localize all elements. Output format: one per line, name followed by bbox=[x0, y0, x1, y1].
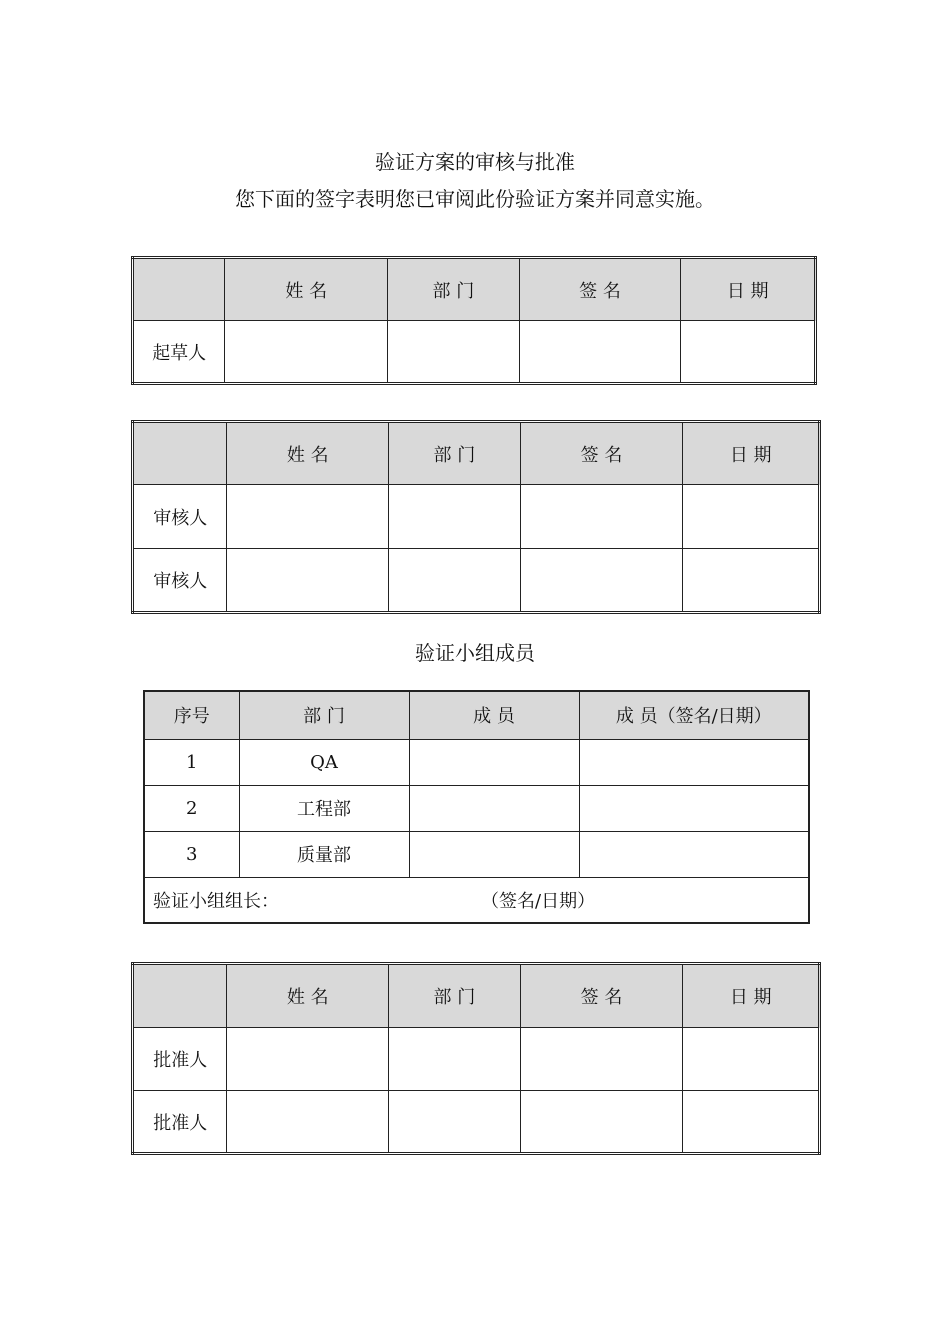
seq-cell: 1 bbox=[144, 739, 239, 785]
date-cell[interactable] bbox=[681, 321, 816, 384]
header-dept: 部 门 bbox=[389, 422, 521, 485]
signature-cell[interactable] bbox=[520, 1091, 683, 1154]
row-label-reviewer: 审核人 bbox=[133, 549, 227, 613]
doc-title: 验证方案的审核与批准 bbox=[375, 150, 575, 174]
signature-cell[interactable] bbox=[520, 485, 683, 549]
member-cell[interactable] bbox=[409, 739, 579, 785]
header-signature: 签 名 bbox=[520, 964, 683, 1028]
dept-cell: QA bbox=[239, 739, 409, 785]
dept-cell[interactable] bbox=[388, 321, 520, 384]
header-name: 姓 名 bbox=[225, 258, 388, 321]
dept-cell[interactable] bbox=[389, 485, 521, 549]
dept-cell: 质量部 bbox=[239, 831, 409, 877]
dept-cell[interactable] bbox=[389, 549, 521, 613]
header-seq: 序号 bbox=[144, 691, 239, 739]
row-label-drafter: 起草人 bbox=[133, 321, 225, 384]
member-cell[interactable] bbox=[409, 785, 579, 831]
header-member: 成 员 bbox=[409, 691, 579, 739]
corner-cell bbox=[133, 964, 227, 1028]
member-cell[interactable] bbox=[409, 831, 579, 877]
signature-cell[interactable] bbox=[520, 1028, 683, 1091]
header-dept: 部 门 bbox=[388, 258, 520, 321]
header-dept: 部 门 bbox=[389, 964, 521, 1028]
team-title: 验证小组成员 bbox=[415, 641, 535, 665]
date-cell[interactable] bbox=[683, 549, 820, 613]
member-signature-cell[interactable] bbox=[579, 785, 809, 831]
drafter-table bbox=[131, 256, 817, 385]
name-cell[interactable] bbox=[227, 549, 389, 613]
dept-cell[interactable] bbox=[389, 1091, 521, 1154]
header-member-signature: 成 员（签名/日期） bbox=[579, 691, 809, 739]
team-leader-signature-hint: （签名/日期） bbox=[481, 890, 596, 912]
header-name: 姓 名 bbox=[227, 964, 389, 1028]
header-date: 日 期 bbox=[683, 964, 820, 1028]
header-dept: 部 门 bbox=[239, 691, 409, 739]
seq-cell: 3 bbox=[144, 831, 239, 877]
name-cell[interactable] bbox=[227, 1028, 389, 1091]
date-cell[interactable] bbox=[683, 485, 820, 549]
dept-cell[interactable] bbox=[389, 1028, 521, 1091]
approve-table bbox=[131, 962, 821, 1155]
team-table bbox=[143, 690, 810, 924]
date-cell[interactable] bbox=[683, 1028, 820, 1091]
header-date: 日 期 bbox=[683, 422, 820, 485]
row-label-approver: 批准人 bbox=[133, 1091, 227, 1154]
corner-cell bbox=[133, 422, 227, 485]
seq-cell: 2 bbox=[144, 785, 239, 831]
member-signature-cell[interactable] bbox=[579, 739, 809, 785]
date-cell[interactable] bbox=[683, 1091, 820, 1154]
header-signature: 签 名 bbox=[520, 422, 683, 485]
signature-cell[interactable] bbox=[519, 321, 681, 384]
header-name: 姓 名 bbox=[227, 422, 389, 485]
doc-subtitle: 您下面的签字表明您已审阅此份验证方案并同意实施。 bbox=[235, 187, 715, 211]
team-leader-row[interactable] bbox=[144, 877, 809, 923]
row-label-reviewer: 审核人 bbox=[133, 485, 227, 549]
row-label-approver: 批准人 bbox=[133, 1028, 227, 1091]
team-leader-label: 验证小组组长： bbox=[153, 890, 279, 912]
member-signature-cell[interactable] bbox=[579, 831, 809, 877]
signature-cell[interactable] bbox=[520, 549, 683, 613]
name-cell[interactable] bbox=[227, 485, 389, 549]
header-date: 日 期 bbox=[681, 258, 816, 321]
dept-cell: 工程部 bbox=[239, 785, 409, 831]
name-cell[interactable] bbox=[227, 1091, 389, 1154]
name-cell[interactable] bbox=[225, 321, 388, 384]
header-signature: 签 名 bbox=[519, 258, 681, 321]
corner-cell bbox=[133, 258, 225, 321]
review-table bbox=[131, 420, 821, 614]
